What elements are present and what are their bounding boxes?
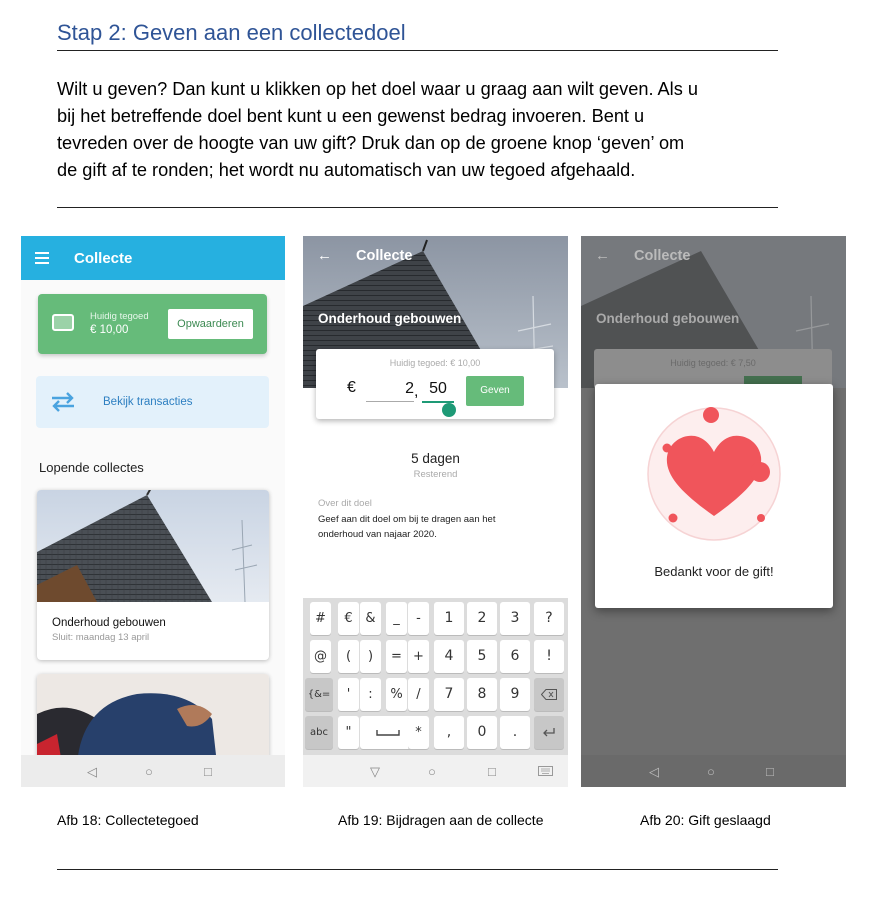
amount-decimal-input[interactable]: 50	[422, 380, 454, 403]
swap-arrows-icon	[50, 392, 76, 412]
key[interactable]: =	[386, 640, 407, 673]
wallet-amount: € 10,00	[90, 324, 129, 336]
key[interactable]: #	[310, 602, 331, 635]
nav-back-icon[interactable]: ◁	[87, 764, 97, 779]
figure-caption: Afb 18: Collectetegoed	[57, 812, 199, 828]
wallet-icon	[52, 314, 74, 331]
key[interactable]: .	[500, 716, 530, 749]
key[interactable]: "	[338, 716, 359, 749]
numeric-keyboard	[303, 598, 568, 755]
intro-paragraph	[57, 76, 787, 184]
android-nav-bar	[21, 755, 285, 787]
about-line: onderhoud van najaar 2020.	[318, 529, 437, 540]
backspace-icon	[541, 689, 557, 700]
intro-line: Wilt u geven? Dan kunt u klikken op het doel waar u graag aan wilt geven. Als u	[57, 79, 698, 99]
screenshot-collectetegoed	[21, 236, 285, 787]
key[interactable]: /	[408, 678, 429, 711]
nav-down-icon[interactable]: ▽	[370, 764, 380, 779]
about-text	[318, 512, 543, 542]
balance-text: Huidig tegoed: € 10,00	[389, 358, 481, 368]
goal-name: Onderhoud gebouwen	[318, 311, 462, 326]
goal-name: Onderhoud gebouwen	[596, 311, 740, 326]
nav-back-icon[interactable]: ◁	[649, 764, 659, 779]
enter-key[interactable]	[534, 716, 564, 749]
figure-caption: Afb 20: Gift geslaagd	[640, 812, 771, 828]
success-dialog	[595, 384, 833, 608]
intro-line: tevreden over de hoogte van uw gift? Druk dan op de groene knop ‘geven’ om	[57, 133, 685, 153]
nav-recent-icon[interactable]: □	[766, 764, 774, 779]
text-cursor-handle[interactable]	[442, 403, 456, 417]
give-button[interactable]: Geven	[466, 376, 524, 406]
key[interactable]: (	[338, 640, 359, 673]
transactions-card[interactable]	[36, 376, 269, 428]
key[interactable]: %	[386, 678, 407, 711]
key[interactable]: 2	[467, 602, 497, 635]
key[interactable]: !	[534, 640, 564, 673]
figure-caption: Afb 19: Bijdragen aan de collecte	[338, 812, 544, 828]
amount-integer-input[interactable]: 2	[366, 380, 414, 402]
key[interactable]: :	[360, 678, 381, 711]
screenshot-bijdragen	[303, 236, 568, 787]
give-card	[316, 349, 554, 419]
decimal-separator: ,	[414, 383, 419, 400]
collection-name: Onderhoud gebouwen	[52, 617, 166, 629]
enter-icon	[542, 727, 556, 738]
heading-rule	[57, 50, 778, 51]
abc-toggle-key[interactable]: abc	[305, 716, 333, 749]
key[interactable]: _	[386, 602, 407, 635]
key[interactable]: -	[408, 602, 429, 635]
key[interactable]: @	[310, 640, 331, 673]
key[interactable]: 9	[500, 678, 530, 711]
about-title: Over dit doel	[318, 498, 372, 509]
app-title: Collecte	[74, 250, 133, 267]
screen-title: Collecte	[356, 248, 413, 264]
divider-rule	[57, 207, 778, 208]
screenshot-gift-geslaagd	[581, 236, 846, 787]
back-arrow-icon[interactable]: ←	[595, 247, 610, 264]
back-arrow-icon[interactable]: ←	[317, 247, 332, 264]
people-photo	[37, 674, 269, 764]
days-remaining: 5 dagen	[411, 451, 460, 466]
key[interactable]: 7	[434, 678, 464, 711]
key[interactable]: +	[408, 640, 429, 673]
key[interactable]: )	[360, 640, 381, 673]
key[interactable]: &	[360, 602, 381, 635]
key[interactable]: €	[338, 602, 359, 635]
symbols-toggle-key[interactable]: {&=	[305, 678, 333, 711]
screen-title: Collecte	[634, 248, 691, 264]
balance-text: Huidig tegoed: € 7,50	[670, 358, 756, 368]
collection-card[interactable]	[37, 674, 269, 764]
nav-home-icon[interactable]: ○	[707, 764, 715, 779]
section-heading: Stap 2: Geven aan een collectedoel	[57, 20, 406, 45]
android-nav-bar	[303, 755, 568, 787]
collection-close-date: Sluit: maandag 13 april	[52, 632, 150, 643]
key[interactable]: ?	[534, 602, 564, 635]
nav-recent-icon[interactable]: □	[204, 764, 212, 779]
thanks-message: Bedankt voor de gift!	[654, 564, 774, 579]
key[interactable]: 0	[467, 716, 497, 749]
hamburger-menu-icon[interactable]	[35, 252, 49, 264]
wallet-card	[38, 294, 267, 354]
topup-button[interactable]: Opwaarderen	[168, 309, 253, 339]
remaining-label: Resterend	[413, 469, 458, 480]
android-nav-bar	[581, 755, 846, 787]
footer-rule	[57, 869, 778, 870]
transactions-label: Bekijk transacties	[103, 396, 193, 408]
wallet-label: Huidig tegoed	[90, 311, 149, 322]
section-title: Lopende collectes	[39, 460, 144, 475]
app-bar	[21, 236, 285, 280]
key[interactable]: 6	[500, 640, 530, 673]
key[interactable]: 3	[500, 602, 530, 635]
key[interactable]: *	[408, 716, 429, 749]
nav-home-icon[interactable]: ○	[428, 764, 436, 779]
space-bar-icon	[376, 729, 400, 737]
heart-icon	[643, 402, 785, 544]
keyboard-icon[interactable]	[538, 766, 553, 776]
nav-home-icon[interactable]: ○	[145, 764, 153, 779]
collection-card[interactable]	[37, 490, 269, 660]
key[interactable]: ,	[434, 716, 464, 749]
about-line: Geef aan dit doel om bij te dragen aan het	[318, 514, 496, 525]
give-card	[594, 349, 832, 389]
key[interactable]: 8	[467, 678, 497, 711]
intro-line: bij het betreffende doel bent kunt u een gewenst bedrag invoeren. Bent u	[57, 106, 645, 126]
backspace-key[interactable]	[534, 678, 564, 711]
roof-photo	[37, 490, 269, 602]
key[interactable]: 5	[467, 640, 497, 673]
intro-line: de gift af te ronden; het wordt nu automatisch van uw tegoed afgehaald.	[57, 160, 636, 180]
currency-symbol: €	[347, 379, 356, 396]
nav-recent-icon[interactable]: □	[488, 764, 496, 779]
key[interactable]: 1	[434, 602, 464, 635]
key[interactable]: '	[338, 678, 359, 711]
key[interactable]: 4	[434, 640, 464, 673]
